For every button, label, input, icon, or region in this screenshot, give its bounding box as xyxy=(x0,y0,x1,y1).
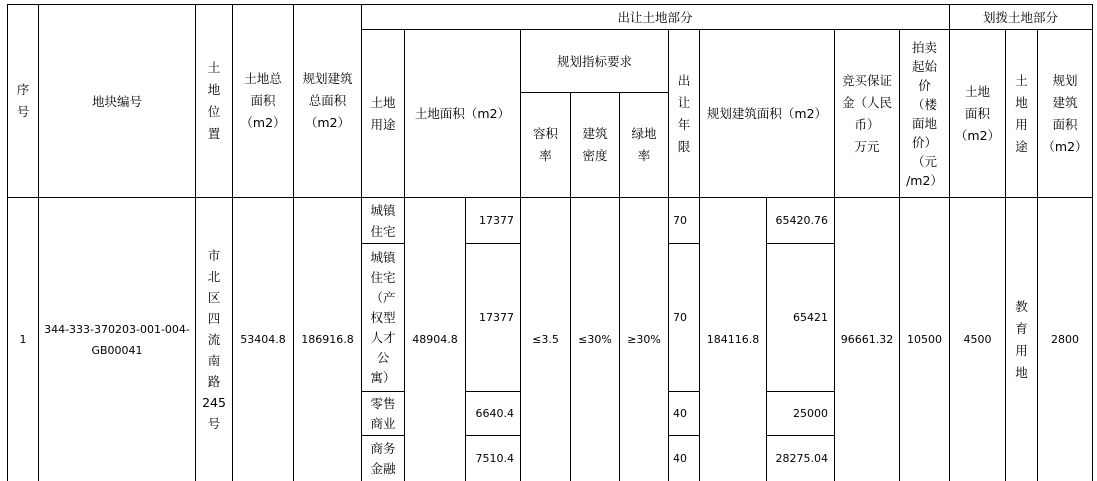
land-use-header: 土地 用途 xyxy=(370,94,396,132)
sub-row-term: 70 xyxy=(673,214,687,227)
row-total-build-area: 186916.8 xyxy=(301,333,354,346)
sub-row-term: 70 xyxy=(673,311,687,324)
planning-req-header: 规划指标要求 xyxy=(556,53,632,69)
row-alloc-build-area: 2800 xyxy=(1051,333,1079,346)
row-seq: 1 xyxy=(19,333,27,346)
far-header: 容积 率 xyxy=(532,126,558,163)
sub-row-land-area: 17377 xyxy=(479,214,514,227)
alloc-build-area-header: 规划 建筑 面积 （m2） xyxy=(1042,72,1088,154)
row-start-price: 10500 xyxy=(907,333,942,346)
alloc-land-use-header: 土 地 用 途 xyxy=(1015,72,1028,154)
row-green: ≥30% xyxy=(627,333,661,346)
row-land-area-total: 48904.8 xyxy=(412,333,458,346)
sub-row-use: 零售 商业 xyxy=(370,395,396,431)
row-alloc-land-use: 教 育 用 地 xyxy=(1015,298,1028,380)
row-alloc-land-area: 4500 xyxy=(963,333,992,346)
sub-row-use: 城镇 住宅 xyxy=(370,202,396,239)
row-plan-build-total: 184116.8 xyxy=(706,333,760,346)
total-land-area-header: 土地总 面积 （m2） xyxy=(240,71,286,130)
row-location: 市 北 区 四 流 南 路 245 号 xyxy=(202,248,226,431)
sub-row-build-area: 28275.04 xyxy=(775,452,828,465)
sub-row-build-area: 65420.76 xyxy=(775,214,828,227)
density-header: 建筑 密度 xyxy=(582,126,608,163)
sub-row-use: 商务 金融 xyxy=(370,440,396,476)
parcel-no-header: 地块编号 xyxy=(91,93,142,109)
land-area-header: 土地面积（m2） xyxy=(414,106,511,121)
row-parcel-no: 344-333-370203-001-004- GB00041 xyxy=(44,322,190,357)
sub-row-land-area: 7510.4 xyxy=(475,452,514,465)
row-far: ≤3.5 xyxy=(532,333,559,346)
row-total-land-area: 53404.8 xyxy=(240,333,286,346)
sub-row-use: 城镇 住宅 （产 权型 人才 公 寓） xyxy=(370,249,396,385)
plan-build-area-header: 规划建筑面积（m2） xyxy=(706,106,828,121)
row-deposit: 96661.32 xyxy=(840,333,894,346)
sub-row-term: 40 xyxy=(673,407,687,420)
alloc-land-area-header: 土地 面积 （m2） xyxy=(954,83,1001,143)
sub-row-build-area: 65421 xyxy=(793,311,828,324)
location-header: 土 地 位 置 xyxy=(207,60,221,141)
sub-row-land-area: 6640.4 xyxy=(475,407,514,420)
allocated-part-header: 划拨土地部分 xyxy=(982,9,1058,25)
total-build-area-header: 规划建筑 总面积 （m2） xyxy=(302,71,353,130)
start-price-header: 拍卖 起始 价 （楼 面地 价） （元 /m2） xyxy=(906,39,943,188)
sub-row-land-area: 17377 xyxy=(479,311,514,324)
sub-row-term: 40 xyxy=(673,452,687,465)
sold-part-header: 出让土地部分 xyxy=(617,9,693,25)
seq-header: 序 号 xyxy=(16,82,30,119)
term-header: 出 让 年 限 xyxy=(677,72,691,154)
sub-row-build-area: 25000 xyxy=(793,407,828,420)
deposit-header: 竞买保证 金（人民 币） 万元 xyxy=(841,72,892,154)
row-density: ≤30% xyxy=(578,333,612,346)
green-header: 绿地 率 xyxy=(631,126,657,163)
